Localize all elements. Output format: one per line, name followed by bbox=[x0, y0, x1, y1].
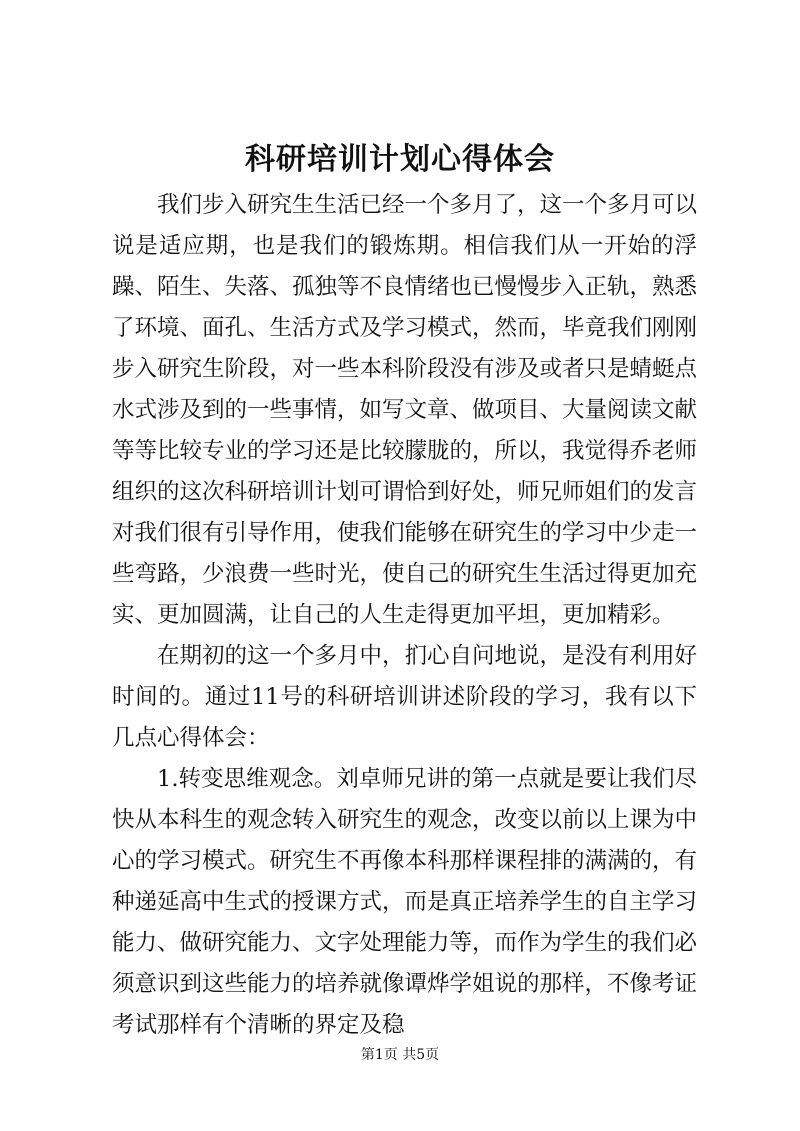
page-footer: 第1页 共5页 bbox=[360, 1047, 440, 1063]
paragraph-1: 我们步入研究生生活已经一个多月了，这一个多月可以说是适应期，也是我们的锻炼期。相信我们从一开始的浮躁、陌生、失落、孤独等不良情绪也已慢慢步入正轨，熟悉了环境、面孔、生活方式及学习模式，然而，毕竟我们刚刚步入研究生阶段，对一些本科阶段没有涉及或者只是蜻蜓点水式涉及到的一些事情，如写文章、做项目、大量阅读文献等等比较专业的学习还是比较朦胧的，所以，我觉得乔老师组织的这次科研培训计划可谓恰到好处，师兄师姐们的发言对我们很有引导作用，使我们能够在研究生的学习中少走一些弯路，少浪费一些时光，使自己的研究生生活过得更加充实、更加圆满，让自己的人生走得更加平坦，更加精彩。 bbox=[112, 192, 698, 628]
paragraph-2: 在期初的这一个多月中，扪心自问地说，是没有利用好时间的。通过11号的科研培训讲述阶段的学习，我有以下几点心得体会： bbox=[112, 643, 698, 751]
paragraph-3: 1.转变思维观念。刘卓师兄讲的第一点就是要让我们尽快从本科生的观念转入研究生的观念，改变以前以上课为中心的学习模式。研究生不再像本科那样课程排的满满的，有种递延高中生式的授课方式，而是真正培养学生的自主学习能力、做研究能力、文字处理能力等，而作为学生的我们必须意识到这些能力的培养就像谭烨学姐说的那样，不像考证考试那样有个清晰的界定及稳 bbox=[112, 766, 698, 1038]
document-body bbox=[112, 185, 697, 1046]
document-title: 科研培训计划心得体会 bbox=[245, 142, 555, 177]
